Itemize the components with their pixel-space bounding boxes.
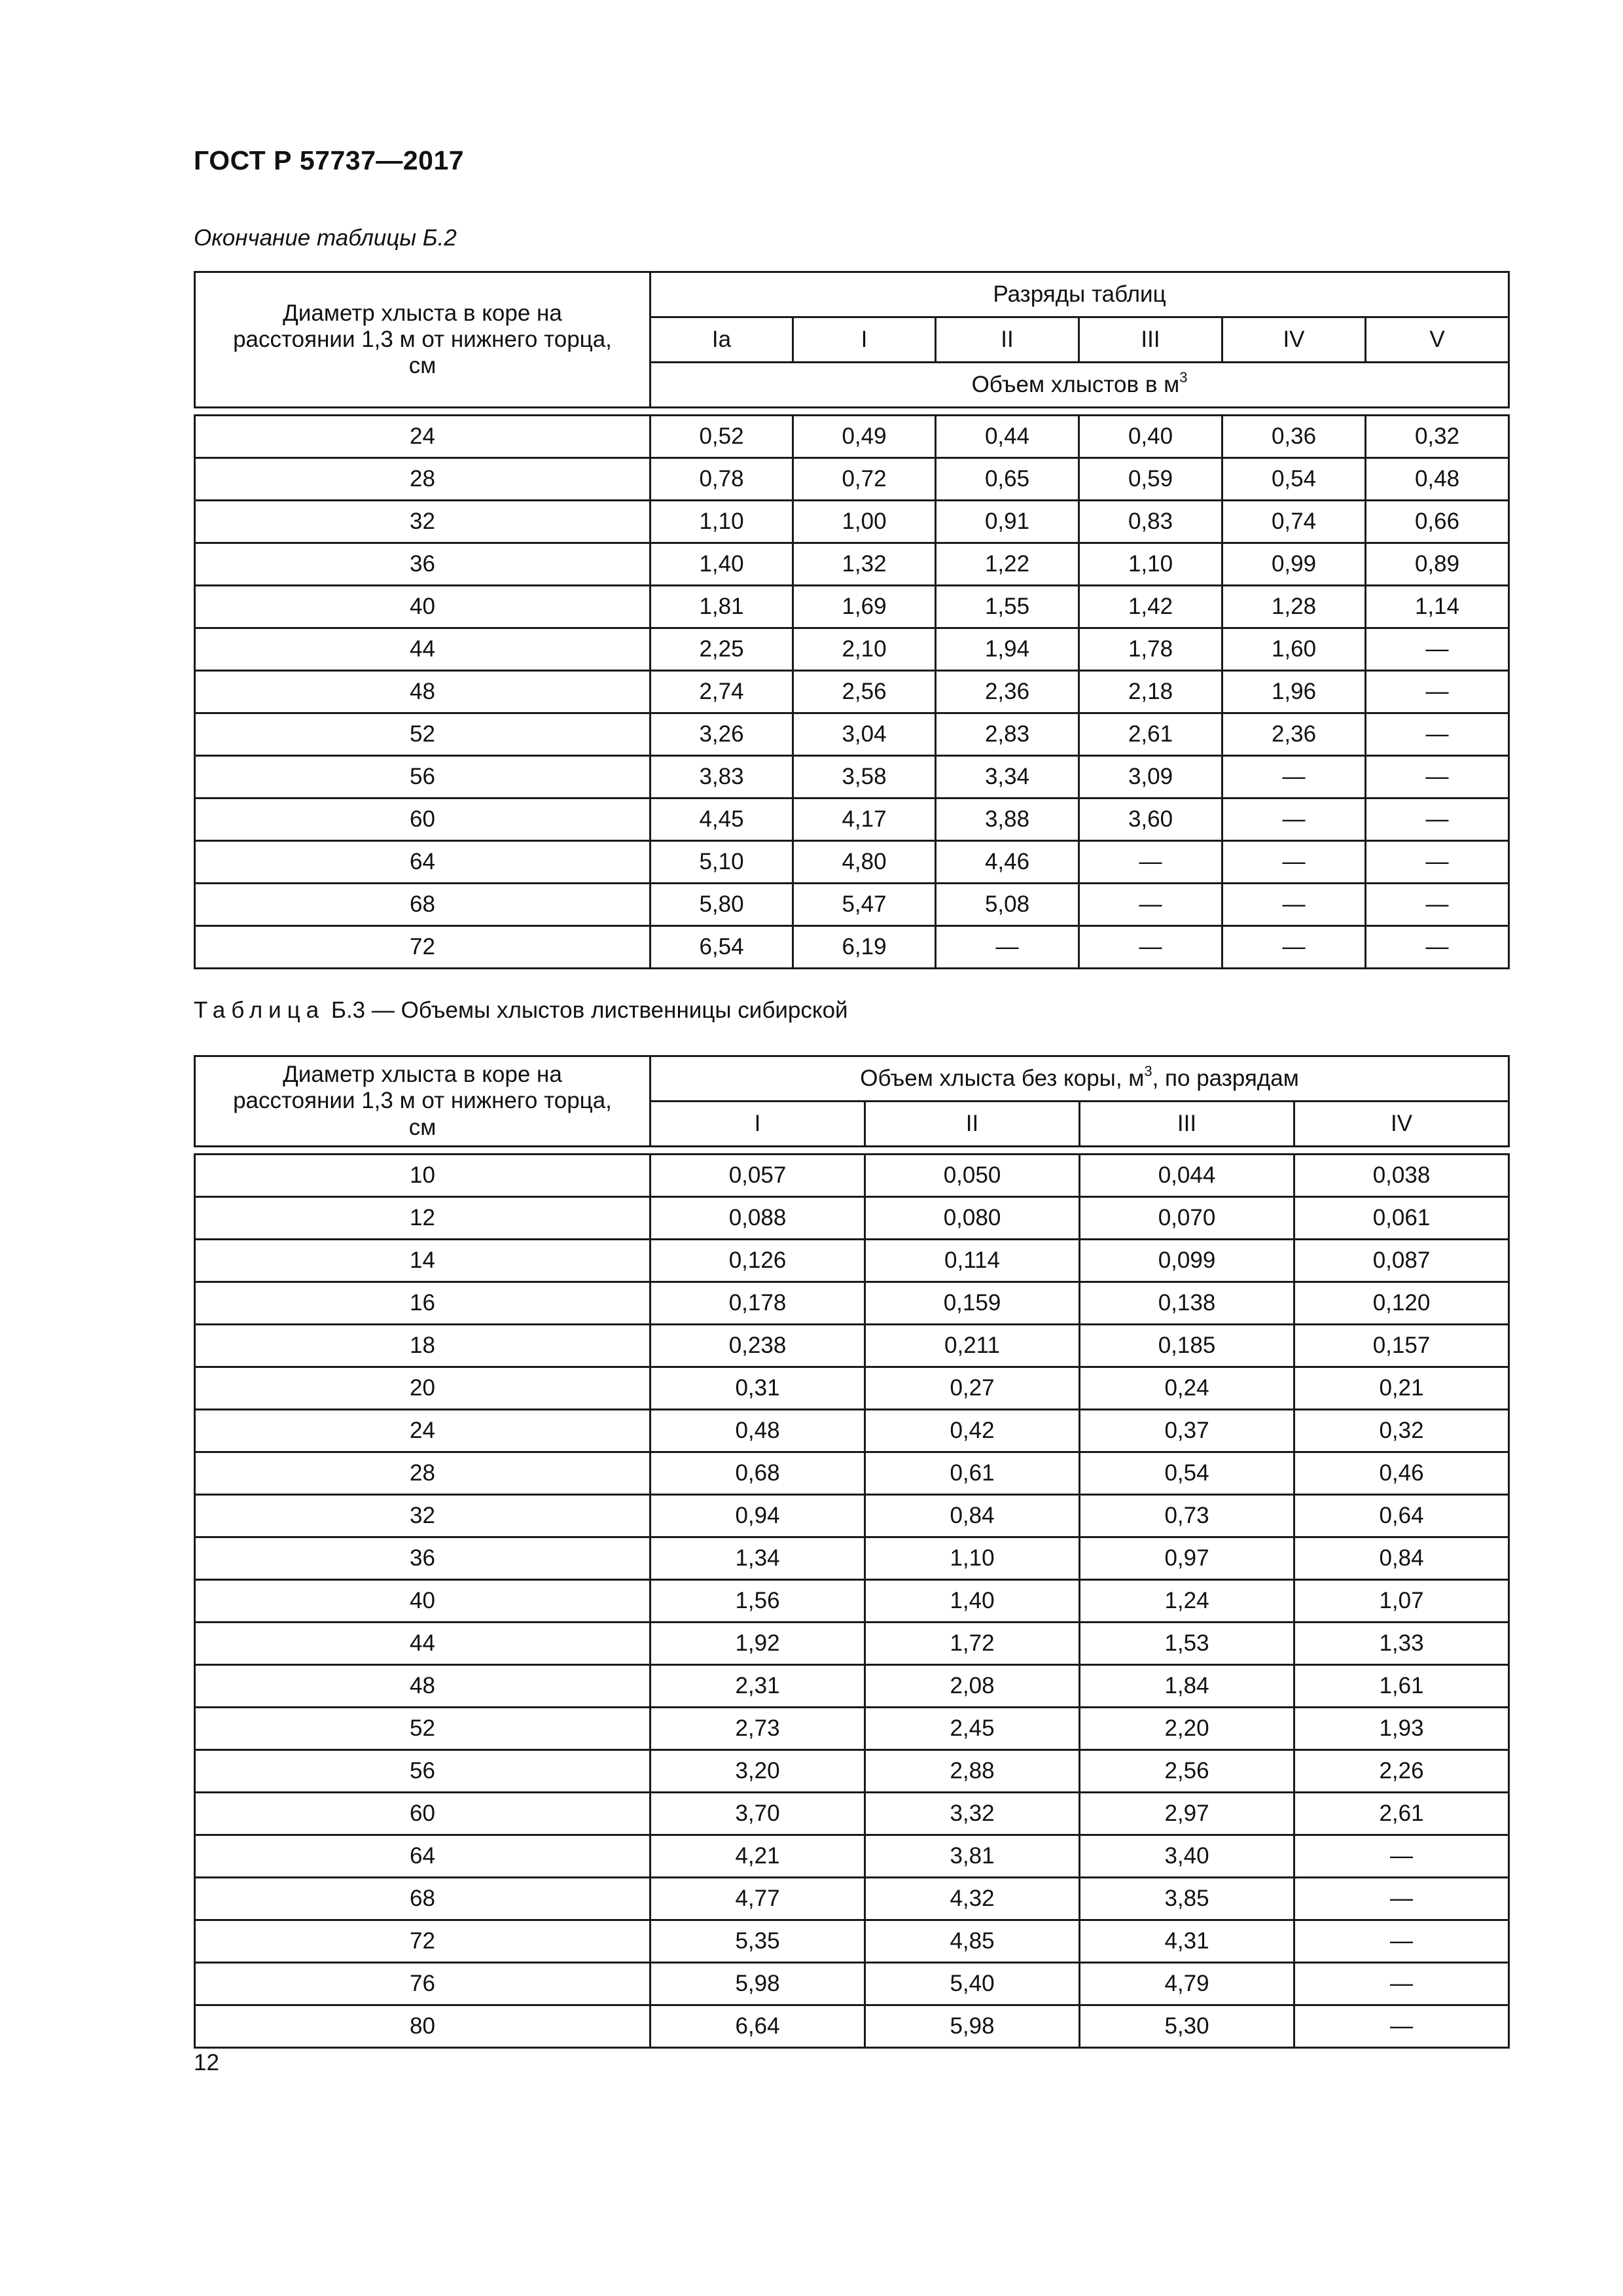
volume-cell: 1,14 — [1366, 586, 1509, 628]
volume-cell: 0,49 — [793, 416, 936, 458]
volume-cell: 0,42 — [865, 1410, 1080, 1452]
volume-cell: 0,126 — [651, 1240, 865, 1282]
table-row — [195, 756, 1509, 798]
volume-cell: — — [1366, 713, 1509, 756]
volume-cell: 0,84 — [865, 1495, 1080, 1537]
table-row — [195, 884, 1509, 926]
volume-cell: 0,91 — [936, 501, 1079, 543]
table-row — [195, 458, 1509, 501]
volume-cell: 0,080 — [865, 1197, 1080, 1240]
table-row — [195, 1623, 1509, 1665]
diameter-cell: 36 — [195, 543, 651, 586]
volume-cell: 1,92 — [651, 1623, 865, 1665]
diameter-cell: 56 — [195, 756, 651, 798]
table-row — [195, 543, 1509, 586]
volume-cell: 5,35 — [651, 1920, 865, 1963]
volume-cell: — — [1366, 756, 1509, 798]
table-row — [195, 1665, 1509, 1708]
volume-cell: 0,66 — [1366, 501, 1509, 543]
table-b3 — [194, 1055, 1510, 2049]
volume-cell: 0,89 — [1366, 543, 1509, 586]
table-row — [195, 1750, 1509, 1793]
diameter-cell: 48 — [195, 671, 651, 713]
table-b2-unit-text: Объем хлыстов в м — [971, 371, 1180, 397]
volume-cell: 1,60 — [1222, 628, 1366, 671]
diameter-cell: 28 — [195, 458, 651, 501]
volume-cell: 2,56 — [793, 671, 936, 713]
volume-cell: 0,52 — [651, 416, 793, 458]
table-row — [195, 628, 1509, 671]
volume-cell: — — [1222, 841, 1366, 884]
volume-cell: 0,32 — [1366, 416, 1509, 458]
table-b3-group-sup: 3 — [1144, 1062, 1152, 1079]
volume-cell: 1,32 — [793, 543, 936, 586]
diameter-cell: 52 — [195, 713, 651, 756]
volume-cell: 2,73 — [651, 1708, 865, 1750]
diameter-cell: 68 — [195, 884, 651, 926]
volume-cell: — — [1222, 884, 1366, 926]
table-b2-column-header: III — [1079, 317, 1222, 363]
volume-cell: 3,81 — [865, 1835, 1080, 1878]
volume-cell: 0,24 — [1080, 1367, 1294, 1410]
volume-cell: 5,30 — [1080, 2005, 1294, 2048]
volume-cell: 4,21 — [651, 1835, 865, 1878]
table-row — [195, 1367, 1509, 1410]
volume-cell: 2,83 — [936, 713, 1079, 756]
diameter-cell: 68 — [195, 1878, 651, 1920]
volume-cell: — — [1079, 884, 1222, 926]
volume-cell: 2,08 — [865, 1665, 1080, 1708]
volume-cell: 2,88 — [865, 1750, 1080, 1793]
table-b3-group-header — [651, 1056, 1509, 1102]
volume-cell: 2,18 — [1079, 671, 1222, 713]
volume-cell: 1,93 — [1294, 1708, 1509, 1750]
volume-cell: 0,46 — [1294, 1452, 1509, 1495]
diameter-cell: 28 — [195, 1452, 651, 1495]
volume-cell: 2,25 — [651, 628, 793, 671]
table-b3-header-separator — [195, 1147, 1509, 1155]
table-row — [195, 2005, 1509, 2048]
volume-cell: 1,84 — [1080, 1665, 1294, 1708]
table-row — [195, 1282, 1509, 1325]
volume-cell: 2,97 — [1080, 1793, 1294, 1835]
table-row — [195, 1240, 1509, 1282]
table-row — [195, 501, 1509, 543]
volume-cell: 1,96 — [1222, 671, 1366, 713]
table-b3-column-header: IV — [1294, 1102, 1509, 1147]
volume-cell: 3,32 — [865, 1793, 1080, 1835]
volume-cell: 1,42 — [1079, 586, 1222, 628]
volume-cell: 0,94 — [651, 1495, 865, 1537]
volume-cell: 0,238 — [651, 1325, 865, 1367]
volume-cell: 1,28 — [1222, 586, 1366, 628]
volume-cell: 1,34 — [651, 1537, 865, 1580]
volume-cell: 3,09 — [1079, 756, 1222, 798]
diameter-cell: 80 — [195, 2005, 651, 2048]
table-b2-column-header: I — [793, 317, 936, 363]
diameter-cell: 18 — [195, 1325, 651, 1367]
table-row — [195, 1537, 1509, 1580]
volume-cell: 2,74 — [651, 671, 793, 713]
volume-cell: 0,64 — [1294, 1495, 1509, 1537]
table-row — [195, 1708, 1509, 1750]
volume-cell: 1,78 — [1079, 628, 1222, 671]
table-row — [195, 1155, 1509, 1197]
diameter-cell: 60 — [195, 798, 651, 841]
volume-cell: 5,80 — [651, 884, 793, 926]
table-row — [195, 1963, 1509, 2005]
diameter-cell: 10 — [195, 1155, 651, 1197]
volume-cell: 0,97 — [1080, 1537, 1294, 1580]
volume-cell: 5,98 — [651, 1963, 865, 2005]
volume-cell: 2,10 — [793, 628, 936, 671]
table-row — [195, 671, 1509, 713]
volume-cell: 1,81 — [651, 586, 793, 628]
volume-cell: 0,087 — [1294, 1240, 1509, 1282]
volume-cell: — — [1366, 628, 1509, 671]
volume-cell: 1,22 — [936, 543, 1079, 586]
volume-cell: 0,211 — [865, 1325, 1080, 1367]
volume-cell: 1,10 — [1079, 543, 1222, 586]
table-b2-row-header: Диаметр хлыста в коре на расстоянии 1,3 м от нижнего торца, см — [195, 272, 651, 408]
table-row — [195, 1920, 1509, 1963]
table-b2 — [194, 271, 1510, 969]
diameter-cell: 44 — [195, 628, 651, 671]
table-b2-group-header: Разряды таблиц — [651, 272, 1509, 317]
diameter-cell: 44 — [195, 1623, 651, 1665]
table-b3-caption-word: Таблица — [194, 997, 325, 1023]
volume-cell: 5,98 — [865, 2005, 1080, 2048]
volume-cell: — — [1079, 926, 1222, 969]
volume-cell: — — [1222, 756, 1366, 798]
diameter-cell: 32 — [195, 501, 651, 543]
volume-cell: 0,68 — [651, 1452, 865, 1495]
volume-cell: 1,00 — [793, 501, 936, 543]
volume-cell: 2,20 — [1080, 1708, 1294, 1750]
page-number: 12 — [194, 2050, 219, 2075]
table-row — [195, 713, 1509, 756]
volume-cell: — — [1079, 841, 1222, 884]
volume-cell: 0,32 — [1294, 1410, 1509, 1452]
table-b3-caption-text: Б.3 — Объемы хлыстов лиственницы сибирской — [330, 997, 848, 1023]
volume-cell: 3,20 — [651, 1750, 865, 1793]
volume-cell: 4,77 — [651, 1878, 865, 1920]
table-row — [195, 586, 1509, 628]
table-b2-column-header: IV — [1222, 317, 1366, 363]
diameter-cell: 60 — [195, 1793, 651, 1835]
volume-cell: — — [1366, 798, 1509, 841]
volume-cell: 3,26 — [651, 713, 793, 756]
volume-cell: 0,99 — [1222, 543, 1366, 586]
table-b2-column-header: II — [936, 317, 1079, 363]
diameter-cell: 76 — [195, 1963, 651, 2005]
volume-cell: 0,057 — [651, 1155, 865, 1197]
diameter-cell: 20 — [195, 1367, 651, 1410]
volume-cell: 4,46 — [936, 841, 1079, 884]
diameter-cell: 72 — [195, 926, 651, 969]
table-b3-caption — [194, 997, 848, 1024]
volume-cell: 3,88 — [936, 798, 1079, 841]
volume-cell: 0,54 — [1222, 458, 1366, 501]
volume-cell: 4,32 — [865, 1878, 1080, 1920]
volume-cell: 0,74 — [1222, 501, 1366, 543]
volume-cell: 5,47 — [793, 884, 936, 926]
volume-cell: 3,70 — [651, 1793, 865, 1835]
volume-cell: 0,48 — [1366, 458, 1509, 501]
volume-cell: 2,45 — [865, 1708, 1080, 1750]
volume-cell: 4,17 — [793, 798, 936, 841]
volume-cell: — — [1294, 1878, 1509, 1920]
volume-cell: 1,33 — [1294, 1623, 1509, 1665]
volume-cell: 0,37 — [1080, 1410, 1294, 1452]
volume-cell: 6,64 — [651, 2005, 865, 2048]
table-row — [195, 1878, 1509, 1920]
volume-cell: 4,79 — [1080, 1963, 1294, 2005]
volume-cell: 6,19 — [793, 926, 936, 969]
table-row — [195, 1197, 1509, 1240]
volume-cell: 0,72 — [793, 458, 936, 501]
volume-cell: 0,61 — [865, 1452, 1080, 1495]
table-row — [195, 1410, 1509, 1452]
volume-cell: 0,138 — [1080, 1282, 1294, 1325]
diameter-cell: 64 — [195, 1835, 651, 1878]
volume-cell: 3,04 — [793, 713, 936, 756]
table-row — [195, 841, 1509, 884]
volume-cell: 0,21 — [1294, 1367, 1509, 1410]
volume-cell: 1,10 — [651, 501, 793, 543]
volume-cell: 0,73 — [1080, 1495, 1294, 1537]
volume-cell: 2,61 — [1079, 713, 1222, 756]
volume-cell: 2,26 — [1294, 1750, 1509, 1793]
diameter-cell: 52 — [195, 1708, 651, 1750]
volume-cell: 0,157 — [1294, 1325, 1509, 1367]
volume-cell: 2,31 — [651, 1665, 865, 1708]
diameter-cell: 48 — [195, 1665, 651, 1708]
volume-cell: 0,178 — [651, 1282, 865, 1325]
table-b2-unit-header — [651, 363, 1509, 408]
volume-cell: — — [936, 926, 1079, 969]
volume-cell: 0,099 — [1080, 1240, 1294, 1282]
volume-cell: 0,044 — [1080, 1155, 1294, 1197]
diameter-cell: 12 — [195, 1197, 651, 1240]
volume-cell: 0,78 — [651, 458, 793, 501]
volume-cell: 0,114 — [865, 1240, 1080, 1282]
table-row — [195, 926, 1509, 969]
volume-cell: 1,24 — [1080, 1580, 1294, 1623]
table-row — [195, 1325, 1509, 1367]
volume-cell: 0,038 — [1294, 1155, 1509, 1197]
diameter-cell: 40 — [195, 586, 651, 628]
document-title: ГОСТ Р 57737—2017 — [194, 145, 465, 175]
volume-cell: 4,85 — [865, 1920, 1080, 1963]
volume-cell: — — [1366, 841, 1509, 884]
volume-cell: — — [1366, 884, 1509, 926]
volume-cell: 5,10 — [651, 841, 793, 884]
volume-cell: 2,36 — [1222, 713, 1366, 756]
table-row — [195, 1495, 1509, 1537]
volume-cell: 1,69 — [793, 586, 936, 628]
volume-cell: 0,120 — [1294, 1282, 1509, 1325]
volume-cell: 2,61 — [1294, 1793, 1509, 1835]
table-row — [195, 1835, 1509, 1878]
table-row — [195, 416, 1509, 458]
diameter-cell: 72 — [195, 1920, 651, 1963]
volume-cell: 0,65 — [936, 458, 1079, 501]
volume-cell: — — [1294, 1920, 1509, 1963]
table-b3-group-text: Объем хлыста без коры, м — [860, 1065, 1145, 1091]
volume-cell: — — [1294, 2005, 1509, 2048]
volume-cell: 2,56 — [1080, 1750, 1294, 1793]
volume-cell: 0,83 — [1079, 501, 1222, 543]
volume-cell: 1,61 — [1294, 1665, 1509, 1708]
volume-cell: — — [1294, 1835, 1509, 1878]
volume-cell: 0,27 — [865, 1367, 1080, 1410]
diameter-cell: 40 — [195, 1580, 651, 1623]
volume-cell: 0,59 — [1079, 458, 1222, 501]
volume-cell: 1,40 — [651, 543, 793, 586]
table-b3-column-header: III — [1080, 1102, 1294, 1147]
table-b2-header-separator — [195, 408, 1509, 416]
volume-cell: 5,40 — [865, 1963, 1080, 2005]
diameter-cell: 32 — [195, 1495, 651, 1537]
volume-cell: 0,54 — [1080, 1452, 1294, 1495]
volume-cell: 0,44 — [936, 416, 1079, 458]
volume-cell: 0,31 — [651, 1367, 865, 1410]
volume-cell: — — [1222, 798, 1366, 841]
volume-cell: 4,31 — [1080, 1920, 1294, 1963]
table-b2-unit-sup: 3 — [1179, 368, 1188, 386]
volume-cell: 0,185 — [1080, 1325, 1294, 1367]
volume-cell: 3,58 — [793, 756, 936, 798]
volume-cell: — — [1294, 1963, 1509, 2005]
diameter-cell: 14 — [195, 1240, 651, 1282]
table-row — [195, 798, 1509, 841]
table-row — [195, 1793, 1509, 1835]
volume-cell: 1,07 — [1294, 1580, 1509, 1623]
volume-cell: 3,34 — [936, 756, 1079, 798]
diameter-cell: 56 — [195, 1750, 651, 1793]
volume-cell: 0,36 — [1222, 416, 1366, 458]
diameter-cell: 24 — [195, 1410, 651, 1452]
volume-cell: 1,94 — [936, 628, 1079, 671]
volume-cell: 1,72 — [865, 1623, 1080, 1665]
volume-cell: 3,60 — [1079, 798, 1222, 841]
diameter-cell: 36 — [195, 1537, 651, 1580]
table-b3-column-header: I — [651, 1102, 865, 1147]
volume-cell: 1,53 — [1080, 1623, 1294, 1665]
volume-cell: 0,48 — [651, 1410, 865, 1452]
volume-cell: — — [1366, 926, 1509, 969]
table-b2-caption: Окончание таблицы Б.2 — [194, 225, 457, 251]
table-b3-row-header: Диаметр хлыста в коре на расстоянии 1,3 м от нижнего торца, см — [195, 1056, 651, 1147]
volume-cell: 3,85 — [1080, 1878, 1294, 1920]
volume-cell: 1,40 — [865, 1580, 1080, 1623]
volume-cell: 0,050 — [865, 1155, 1080, 1197]
volume-cell: 2,36 — [936, 671, 1079, 713]
table-b3-group-text-end: , по разрядам — [1152, 1065, 1299, 1091]
volume-cell: 1,56 — [651, 1580, 865, 1623]
volume-cell: 3,83 — [651, 756, 793, 798]
diameter-cell: 16 — [195, 1282, 651, 1325]
volume-cell: 1,10 — [865, 1537, 1080, 1580]
diameter-cell: 24 — [195, 416, 651, 458]
volume-cell: — — [1222, 926, 1366, 969]
volume-cell: 0,159 — [865, 1282, 1080, 1325]
volume-cell: 0,088 — [651, 1197, 865, 1240]
volume-cell: 5,08 — [936, 884, 1079, 926]
volume-cell: 0,061 — [1294, 1197, 1509, 1240]
volume-cell: 3,40 — [1080, 1835, 1294, 1878]
volume-cell: 1,55 — [936, 586, 1079, 628]
volume-cell: 0,070 — [1080, 1197, 1294, 1240]
table-row — [195, 1580, 1509, 1623]
volume-cell: 0,40 — [1079, 416, 1222, 458]
volume-cell: 6,54 — [651, 926, 793, 969]
table-b2-column-header: Ia — [651, 317, 793, 363]
table-b2-column-header: V — [1366, 317, 1509, 363]
volume-cell: 0,84 — [1294, 1537, 1509, 1580]
volume-cell: 4,80 — [793, 841, 936, 884]
volume-cell: — — [1366, 671, 1509, 713]
table-b3-column-header: II — [865, 1102, 1080, 1147]
table-row — [195, 1452, 1509, 1495]
volume-cell: 4,45 — [651, 798, 793, 841]
diameter-cell: 64 — [195, 841, 651, 884]
